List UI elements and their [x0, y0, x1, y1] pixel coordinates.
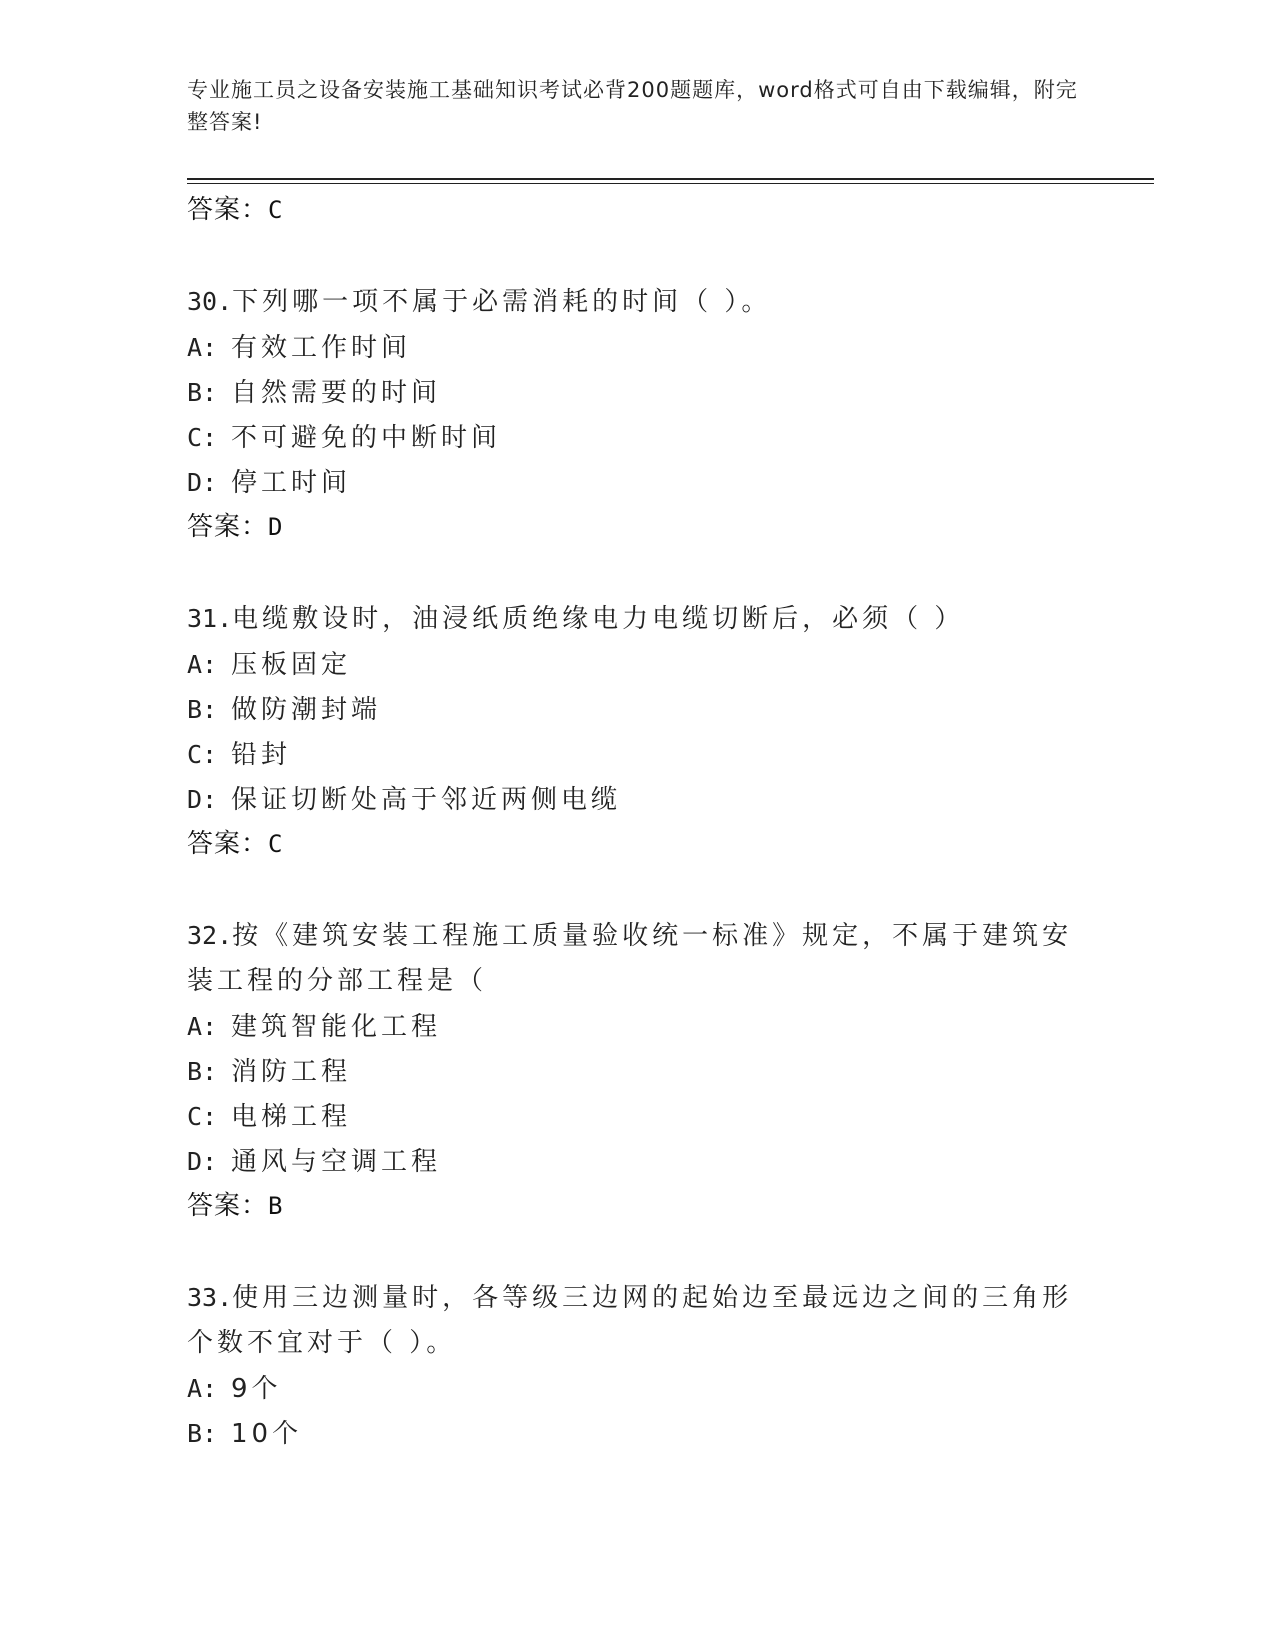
answer-value: C [268, 196, 284, 224]
question-30 [187, 279, 1087, 550]
option-c [187, 1094, 1087, 1139]
header-divider-thin [187, 183, 1154, 184]
option-c [187, 732, 1087, 777]
question-answer [187, 1184, 1087, 1229]
header-divider-thick [187, 178, 1154, 180]
option-b [187, 370, 1087, 415]
question-32 [187, 913, 1087, 1229]
question-text: 按《建筑安装工程施工质量验收统一标准》规定，不属于建筑安装工程的分部工程是（ [187, 921, 1073, 996]
option-letter: B: [187, 378, 218, 407]
page-header-title: 专业施工员之设备安装施工基础知识考试必背200题题库，word格式可自由下载编辑，附完整答案! [187, 78, 1078, 134]
option-a [187, 325, 1087, 370]
question-answer [187, 822, 1087, 867]
option-a [187, 1366, 1087, 1411]
previous-answer [187, 188, 1087, 233]
option-letter: A: [187, 333, 218, 362]
question-answer [187, 505, 1087, 550]
option-text: 9个 [231, 1374, 282, 1404]
option-b [187, 1049, 1087, 1094]
question-text: 电缆敷设时，油浸纸质绝缘电力电缆切断后，必须（ ） [232, 604, 965, 634]
answer-label: 答案： [187, 829, 269, 859]
question-number: 32. [187, 921, 233, 950]
option-text: 电梯工程 [231, 1102, 352, 1132]
option-text: 通风与空调工程 [231, 1147, 442, 1177]
question-31 [187, 596, 1087, 867]
question-stem [187, 913, 1087, 1004]
question-stem [187, 1275, 1087, 1366]
option-letter: B: [187, 695, 218, 724]
option-letter: A: [187, 1012, 218, 1041]
question-list [187, 188, 1087, 1456]
option-d [187, 777, 1087, 822]
option-text: 保证切断处高于邻近两侧电缆 [231, 785, 622, 815]
option-c [187, 415, 1087, 460]
question-number: 30. [187, 287, 233, 316]
option-b [187, 1411, 1087, 1456]
option-a [187, 1004, 1087, 1049]
option-letter: C: [187, 423, 218, 452]
option-text: 自然需要的时间 [231, 378, 442, 408]
option-d [187, 1139, 1087, 1184]
option-text: 铅封 [231, 740, 292, 770]
option-text: 消防工程 [231, 1057, 352, 1087]
option-letter: B: [187, 1419, 218, 1448]
question-33 [187, 1275, 1087, 1456]
question-text: 下列哪一项不属于必需消耗的时间（ ）。 [232, 287, 772, 317]
answer-label: 答案： [187, 195, 269, 225]
option-letter: A: [187, 650, 218, 679]
question-number: 31. [187, 604, 233, 633]
option-letter: C: [187, 1102, 218, 1131]
answer-label: 答案： [187, 1191, 269, 1221]
option-text: 有效工作时间 [231, 333, 412, 363]
option-letter: B: [187, 1057, 218, 1086]
question-stem [187, 596, 1087, 642]
option-text: 停工时间 [231, 468, 352, 498]
question-stem [187, 279, 1087, 325]
option-letter: D: [187, 785, 218, 814]
option-letter: D: [187, 1147, 218, 1176]
option-text: 压板固定 [231, 650, 352, 680]
option-text: 建筑智能化工程 [231, 1012, 442, 1042]
question-text: 使用三边测量时，各等级三边网的起始边至最远边之间的三角形个数不宜对于（ ）。 [187, 1283, 1073, 1358]
option-letter: D: [187, 468, 218, 497]
option-d [187, 460, 1087, 505]
option-a [187, 642, 1087, 687]
answer-label: 答案： [187, 512, 269, 542]
option-text: 做防潮封端 [231, 695, 382, 725]
option-b [187, 687, 1087, 732]
answer-value: D [268, 513, 284, 541]
option-text: 不可避免的中断时间 [231, 423, 502, 453]
question-number: 33. [187, 1283, 233, 1312]
option-letter: A: [187, 1374, 218, 1403]
answer-value: B [268, 1192, 284, 1220]
option-letter: C: [187, 740, 218, 769]
option-text: 10个 [231, 1419, 303, 1449]
answer-value: C [268, 830, 284, 858]
